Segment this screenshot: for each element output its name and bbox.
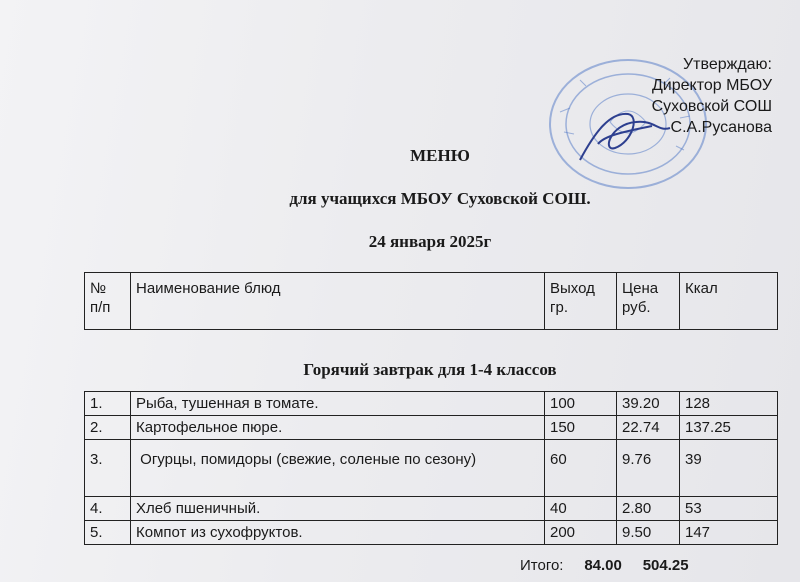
header-yield-line1: Выход: [550, 280, 595, 297]
row-number: 1.: [85, 392, 131, 416]
row-yield: 150: [545, 416, 617, 440]
row-yield: 200: [545, 521, 617, 545]
row-dish-name: Огурцы, помидоры (свежие, соленые по сезону): [131, 440, 545, 497]
header-cell-yield: [545, 273, 617, 330]
row-kcal: 137.25: [680, 416, 778, 440]
row-price: 9.50: [617, 521, 680, 545]
page-subtitle: для учащихся МБОУ Суховской СОШ.: [289, 189, 591, 208]
header-cell-kcal: Ккал: [680, 273, 778, 330]
row-kcal: 53: [680, 497, 778, 521]
header-cell-name: Наименование блюд: [131, 273, 545, 330]
header-number-line1: №: [90, 280, 107, 297]
row-dish-name: Рыба, тушенная в томате.: [131, 392, 545, 416]
row-kcal: 147: [680, 521, 778, 545]
menu-header-table: [84, 272, 778, 330]
table-row: [85, 497, 778, 521]
row-kcal: 39: [680, 440, 778, 497]
page-title: МЕНЮ: [410, 146, 470, 165]
header-number-line2: п/п: [90, 299, 111, 316]
header-price-line2: руб.: [622, 299, 651, 316]
totals-label: Итого:: [520, 557, 564, 574]
menu-date: 24 января 2025г: [368, 232, 492, 251]
row-number: 5.: [85, 521, 131, 545]
table-row: [85, 440, 778, 497]
approval-label: Утверждаю:: [683, 56, 772, 73]
row-number: 4.: [85, 497, 131, 521]
row-price: 22.74: [617, 416, 680, 440]
totals-price: 84.00: [584, 557, 622, 574]
table-row: [85, 521, 778, 545]
approval-position: Директор МБОУ: [651, 77, 772, 94]
header-yield-line2: гр.: [550, 299, 568, 316]
header-cell-number: [85, 273, 131, 330]
row-dish-name: Картофельное пюре.: [131, 416, 545, 440]
row-yield: 40: [545, 497, 617, 521]
row-dish-name: Компот из сухофруктов.: [131, 521, 545, 545]
approval-school: Суховской СОШ: [651, 98, 772, 115]
row-price: 9.76: [617, 440, 680, 497]
table-row: [85, 416, 778, 440]
header-price-line1: Цена: [622, 280, 659, 297]
row-kcal: 128: [680, 392, 778, 416]
totals-kcal: 504.25: [642, 557, 689, 574]
row-price: 39.20: [617, 392, 680, 416]
row-yield: 60: [545, 440, 617, 497]
approval-block: [612, 54, 772, 138]
row-number: 2.: [85, 416, 131, 440]
table-row: [85, 392, 778, 416]
totals-row: [520, 557, 689, 574]
table-header-row: [85, 273, 778, 330]
header-cell-price: [617, 273, 680, 330]
row-number: 3.: [85, 440, 131, 497]
row-yield: 100: [545, 392, 617, 416]
row-dish-name: Хлеб пшеничный.: [131, 497, 545, 521]
section-title: Горячий завтрак для 1-4 классов: [303, 360, 557, 379]
approval-name: С.А.Русанова: [670, 119, 772, 136]
menu-items-table: [84, 391, 778, 545]
row-price: 2.80: [617, 497, 680, 521]
